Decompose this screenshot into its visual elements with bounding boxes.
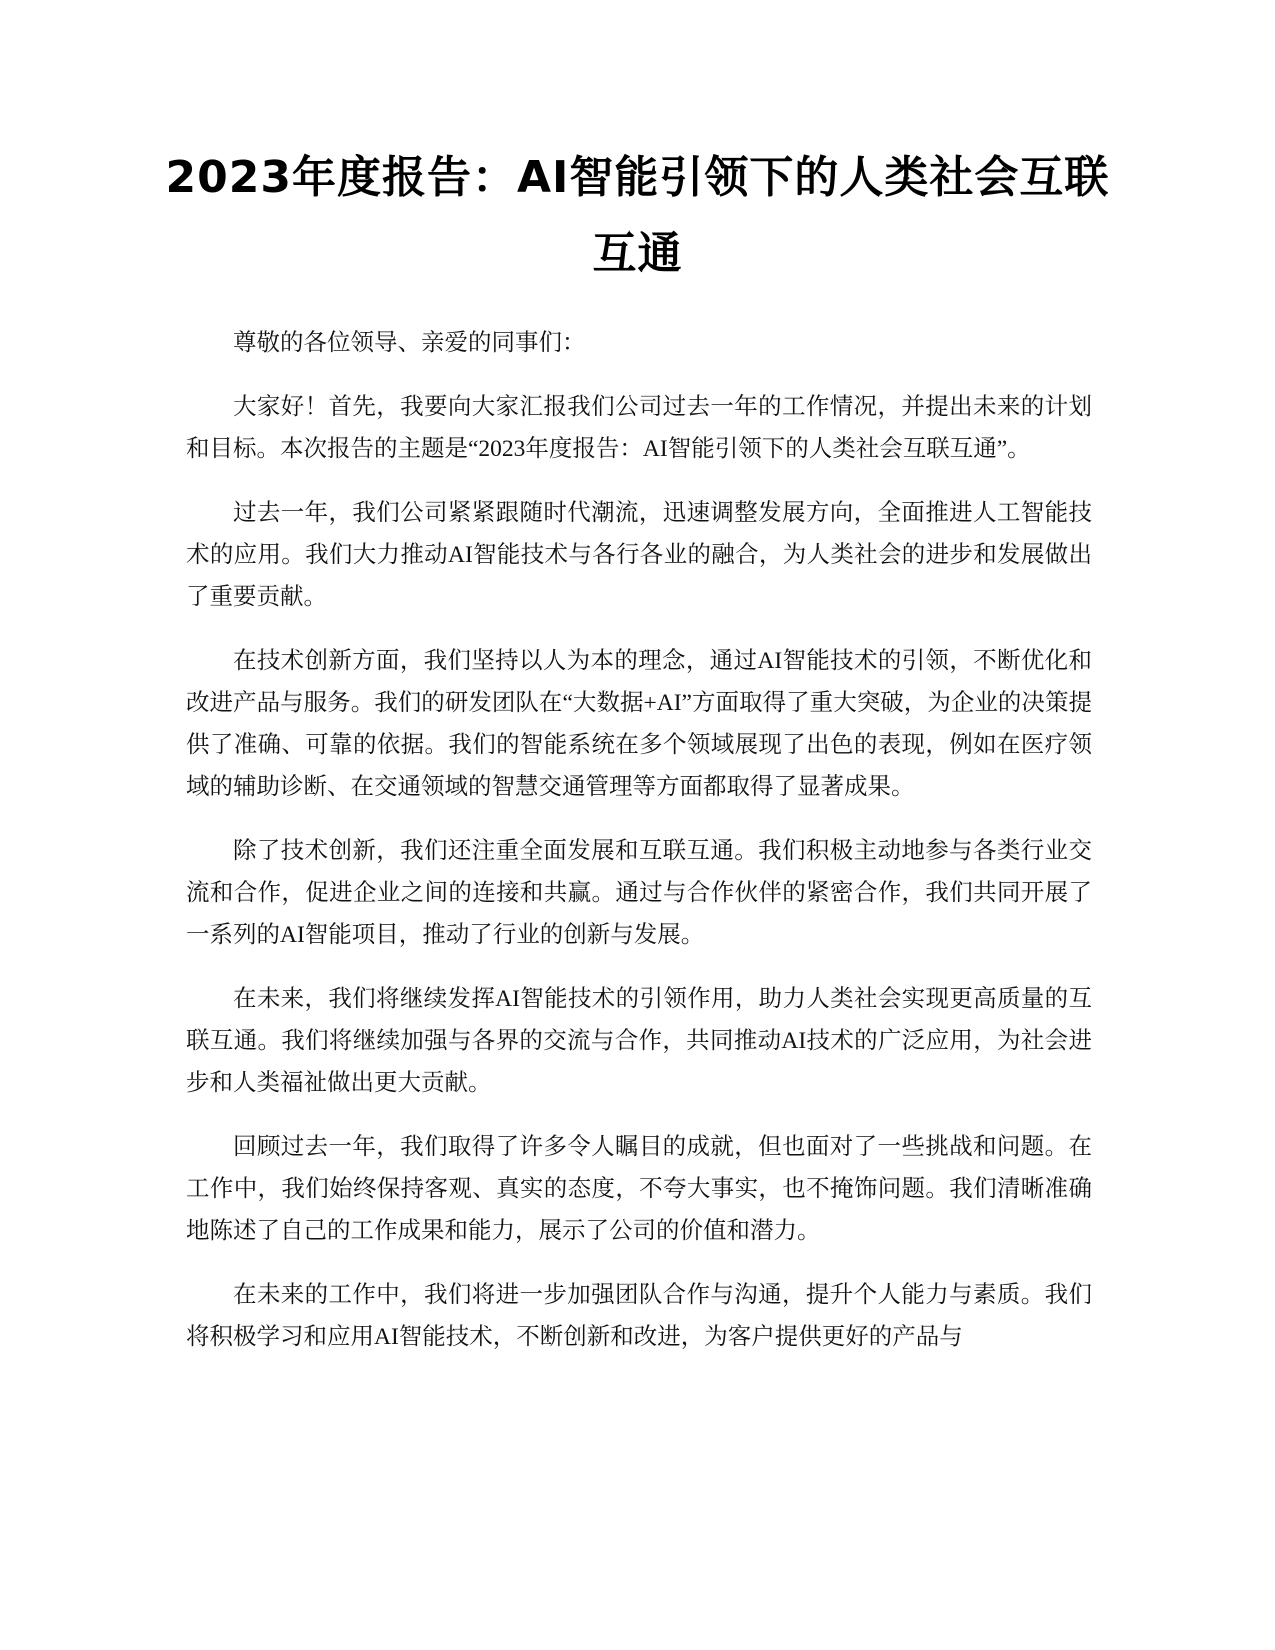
paragraph-review: 回顾过去一年，我们取得了许多令人瞩目的成就，但也面对了一些挑战和问题。在工作中，我们始终保持客观、真实的态度，不夸大事实，也不掩饰问题。我们清晰准确地陈述了自己的工作成果和能力，展示了公司的价值和潜力。: [186, 1134, 1092, 1244]
paragraph-salutation: 尊敬的各位领导、亲爱的同事们：: [233, 330, 586, 356]
document-title: 2023年度报告：AI智能引领下的人类社会互联互通: [165, 152, 1110, 279]
paragraph-cooperation: 除了技术创新，我们还注重全面发展和互联互通。我们积极主动地参与各类行业交流和合作，促进企业之间的连接和共赢。通过与合作伙伴的紧密合作，我们共同开展了一系列的AI智能项目，推动了行业的创新与发展。: [186, 838, 1092, 948]
paragraph-outlook: 在未来的工作中，我们将进一步加强团队合作与沟通，提升个人能力与素质。我们将积极学习和应用AI智能技术，不断创新和改进，为客户提供更好的产品与: [186, 1282, 1092, 1350]
paragraph-innovation: 在技术创新方面，我们坚持以人为本的理念，通过AI智能技术的引领，不断优化和改进产品与服务。我们的研发团队在“大数据+AI”方面取得了重大突破，为企业的决策提供了准确、可靠的依据。我们的智能系统在多个领域展现了出色的表现，例如在医疗领域的辅助诊断、在交通领域的智慧交通管理等方面都取得了显著成果。: [186, 648, 1092, 800]
paragraph-future: 在未来，我们将继续发挥AI智能技术的引领作用，助力人类社会实现更高质量的互联互通。我们将继续加强与各界的交流与合作，共同推动AI技术的广泛应用，为社会进步和人类福祉做出更大贡献。: [186, 986, 1092, 1096]
paragraph-opening: 大家好！首先，我要向大家汇报我们公司过去一年的工作情况，并提出未来的计划和目标。本次报告的主题是“2023年度报告：AI智能引领下的人类社会互联互通”。: [186, 394, 1092, 462]
document-body: [186, 322, 1092, 1380]
paragraph-past-year: 过去一年，我们公司紧紧跟随时代潮流，迅速调整发展方向，全面推进人工智能技术的应用。我们大力推动AI智能技术与各行各业的融合，为人类社会的进步和发展做出了重要贡献。: [186, 500, 1092, 610]
